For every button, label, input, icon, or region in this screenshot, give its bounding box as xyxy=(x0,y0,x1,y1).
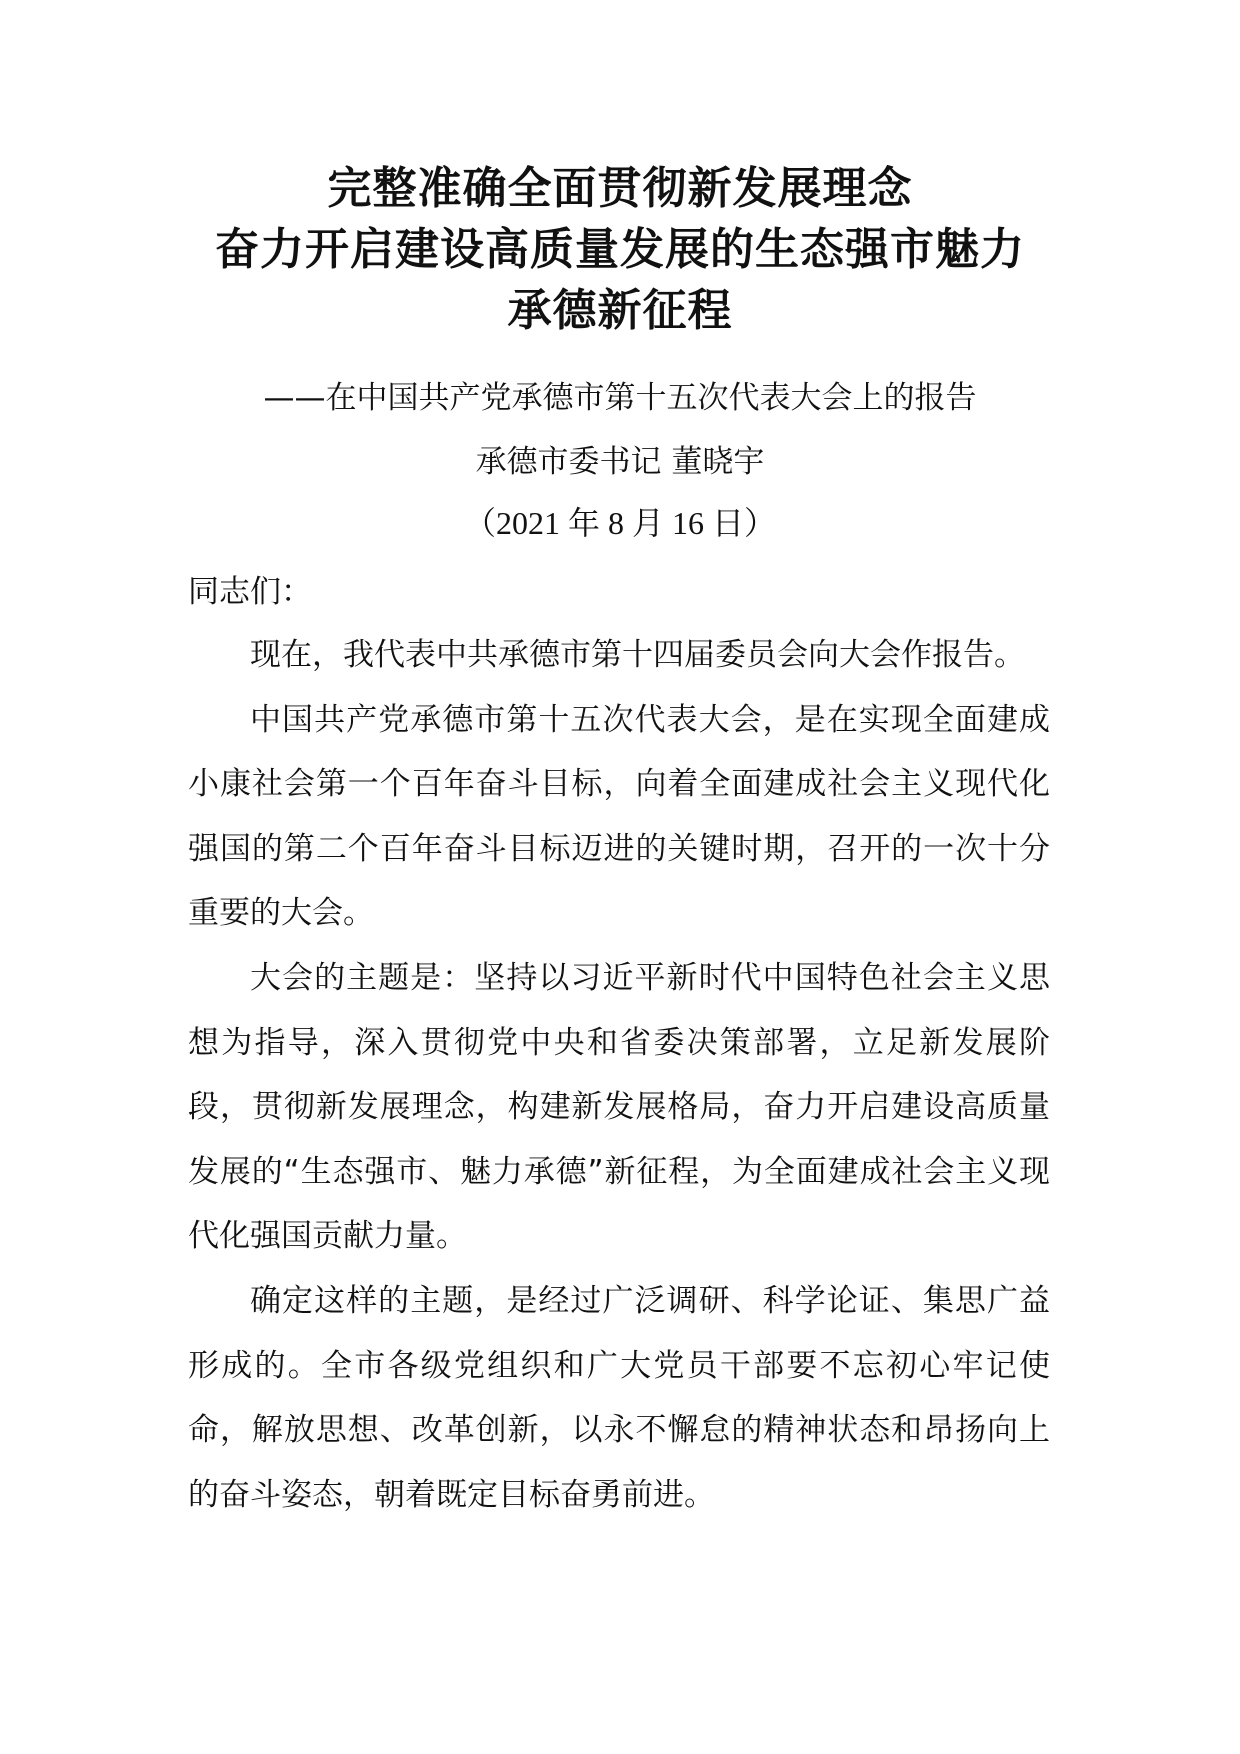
paragraph-4: 确定这样的主题，是经过广泛调研、科学论证、集思广益形成的。全市各级党组织和广大党员干部要不忘初心牢记使命，解放思想、改革创新，以永不懈怠的精神状态和昂扬向上的奋斗姿态，朝着既定目标奋勇前进。 xyxy=(188,1282,1050,1513)
report-subtitle: ——在中国共产党承德市第十五次代表大会上的报告 xyxy=(263,380,977,416)
title-line-1: 完整准确全面贯彻新发展理念 xyxy=(327,163,913,214)
report-date: （2021 年 8 月 16 日） xyxy=(463,505,776,541)
paragraph-2: 中国共产党承德市第十五次代表大会，是在实现全面建成小康社会第一个百年奋斗目标，向着全面建成社会主义现代化强国的第二个百年奋斗目标迈进的关键时期，召开的一次十分重要的大会。 xyxy=(188,701,1050,932)
title-line-2: 奋力开启建设高质量发展的生态强市魅力 xyxy=(215,224,1025,275)
paragraph-3: 大会的主题是：坚持以习近平新时代中国特色社会主义思想为指导，深入贯彻党中央和省委决策部署，立足新发展阶段，贯彻新发展理念，构建新发展格局，奋力开启建设高质量发展的“生态强市、魅力承德”新征程，为全面建成社会主义现代化强国贡献力量。 xyxy=(188,959,1050,1255)
report-author: 承德市委书记 董晓宇 xyxy=(475,444,765,480)
report-body xyxy=(188,623,1050,1527)
report-title xyxy=(0,158,1240,341)
salutation: 同志们： xyxy=(188,574,312,610)
paragraph-1: 现在，我代表中共承德市第十四届委员会向大会作报告。 xyxy=(250,637,1025,673)
title-line-3: 承德新征程 xyxy=(507,285,733,336)
